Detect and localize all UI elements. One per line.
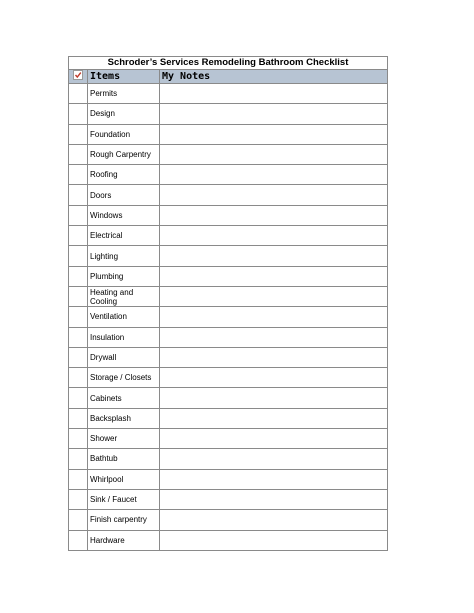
notes-cell[interactable] xyxy=(160,469,388,489)
item-name: Storage / Closets xyxy=(88,368,160,388)
row-check-cell[interactable] xyxy=(69,449,88,469)
checklist-row xyxy=(69,84,388,104)
checklist-row xyxy=(69,530,388,550)
checklist-row xyxy=(69,408,388,428)
checklist-row xyxy=(69,307,388,327)
check-column-header xyxy=(69,70,88,84)
item-name: Foundation xyxy=(88,124,160,144)
notes-cell[interactable] xyxy=(160,368,388,388)
row-check-cell[interactable] xyxy=(69,84,88,104)
notes-cell[interactable] xyxy=(160,429,388,449)
notes-cell[interactable] xyxy=(160,124,388,144)
notes-cell[interactable] xyxy=(160,449,388,469)
checklist-row xyxy=(69,124,388,144)
checklist-row xyxy=(69,327,388,347)
checklist-row xyxy=(69,205,388,225)
row-check-cell[interactable] xyxy=(69,307,88,327)
row-check-cell[interactable] xyxy=(69,368,88,388)
row-check-cell[interactable] xyxy=(69,144,88,164)
checklist-row xyxy=(69,347,388,367)
checklist-row xyxy=(69,185,388,205)
row-check-cell[interactable] xyxy=(69,246,88,266)
header-row xyxy=(69,70,388,84)
checklist-row xyxy=(69,165,388,185)
notes-cell[interactable] xyxy=(160,104,388,124)
row-check-cell[interactable] xyxy=(69,489,88,509)
items-column-header: Items xyxy=(88,70,160,84)
checklist-row xyxy=(69,104,388,124)
checklist-table xyxy=(68,56,388,551)
item-name: Insulation xyxy=(88,327,160,347)
item-name: Finish carpentry xyxy=(88,510,160,530)
item-name: Electrical xyxy=(88,226,160,246)
notes-cell[interactable] xyxy=(160,307,388,327)
row-check-cell[interactable] xyxy=(69,226,88,246)
row-check-cell[interactable] xyxy=(69,388,88,408)
notes-cell[interactable] xyxy=(160,489,388,509)
title-row xyxy=(69,57,388,70)
notes-cell[interactable] xyxy=(160,408,388,428)
item-name: Whirlpool xyxy=(88,469,160,489)
row-check-cell[interactable] xyxy=(69,327,88,347)
item-name: Design xyxy=(88,104,160,124)
row-check-cell[interactable] xyxy=(69,205,88,225)
notes-cell[interactable] xyxy=(160,165,388,185)
item-name: Rough Carpentry xyxy=(88,144,160,164)
notes-cell[interactable] xyxy=(160,246,388,266)
item-name: Lighting xyxy=(88,246,160,266)
notes-cell[interactable] xyxy=(160,530,388,550)
row-check-cell[interactable] xyxy=(69,429,88,449)
checklist-row xyxy=(69,469,388,489)
notes-cell[interactable] xyxy=(160,226,388,246)
item-name: Heating and Cooling xyxy=(88,286,160,306)
notes-cell[interactable] xyxy=(160,286,388,306)
checklist-row xyxy=(69,368,388,388)
notes-cell[interactable] xyxy=(160,205,388,225)
checklist-row xyxy=(69,388,388,408)
checklist-row xyxy=(69,144,388,164)
notes-cell[interactable] xyxy=(160,266,388,286)
row-check-cell[interactable] xyxy=(69,286,88,306)
row-check-cell[interactable] xyxy=(69,185,88,205)
notes-cell[interactable] xyxy=(160,327,388,347)
item-name: Doors xyxy=(88,185,160,205)
notes-cell[interactable] xyxy=(160,84,388,104)
row-check-cell[interactable] xyxy=(69,104,88,124)
checklist-row xyxy=(69,226,388,246)
checked-checkbox-icon[interactable] xyxy=(73,70,83,80)
row-check-cell[interactable] xyxy=(69,266,88,286)
checklist-row xyxy=(69,286,388,306)
row-check-cell[interactable] xyxy=(69,408,88,428)
item-name: Drywall xyxy=(88,347,160,367)
item-name: Shower xyxy=(88,429,160,449)
checklist-row xyxy=(69,510,388,530)
item-name: Sink / Faucet xyxy=(88,489,160,509)
checklist-row xyxy=(69,266,388,286)
notes-cell[interactable] xyxy=(160,347,388,367)
row-check-cell[interactable] xyxy=(69,124,88,144)
checklist-title: Schroder’s Services Remodeling Bathroom Checklist xyxy=(69,57,388,70)
item-name: Roofing xyxy=(88,165,160,185)
item-name: Ventilation xyxy=(88,307,160,327)
item-name: Backsplash xyxy=(88,408,160,428)
item-name: Plumbing xyxy=(88,266,160,286)
row-check-cell[interactable] xyxy=(69,165,88,185)
notes-column-header: My Notes xyxy=(160,70,388,84)
checklist-row xyxy=(69,429,388,449)
notes-cell[interactable] xyxy=(160,144,388,164)
checklist-row xyxy=(69,449,388,469)
row-check-cell[interactable] xyxy=(69,530,88,550)
item-name: Cabinets xyxy=(88,388,160,408)
item-name: Windows xyxy=(88,205,160,225)
notes-cell[interactable] xyxy=(160,510,388,530)
item-name: Bathtub xyxy=(88,449,160,469)
row-check-cell[interactable] xyxy=(69,510,88,530)
notes-cell[interactable] xyxy=(160,185,388,205)
row-check-cell[interactable] xyxy=(69,469,88,489)
checklist-row xyxy=(69,489,388,509)
checklist-row xyxy=(69,246,388,266)
notes-cell[interactable] xyxy=(160,388,388,408)
item-name: Hardware xyxy=(88,530,160,550)
row-check-cell[interactable] xyxy=(69,347,88,367)
item-name: Permits xyxy=(88,84,160,104)
